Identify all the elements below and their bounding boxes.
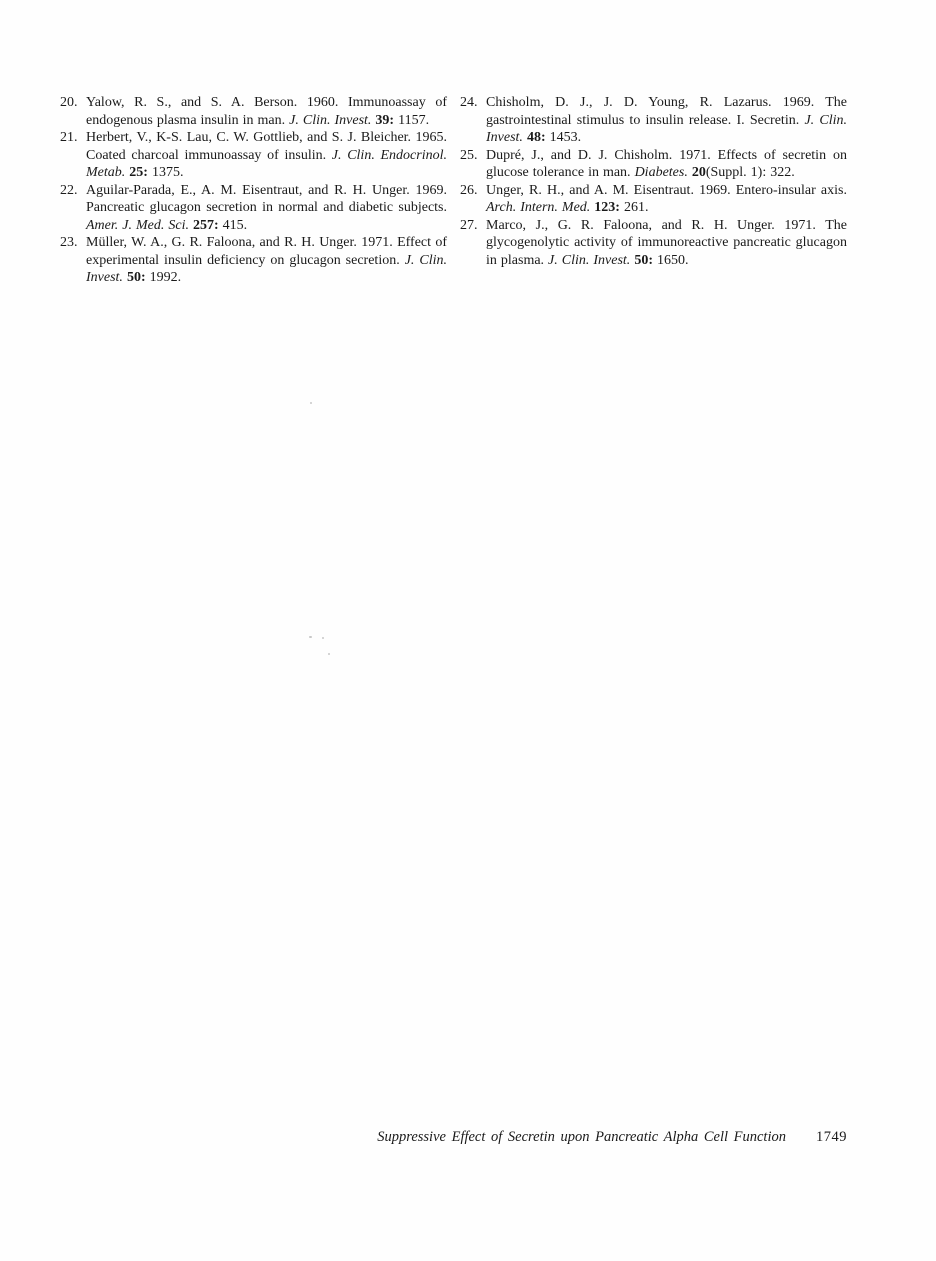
- reference-text: Arch. Intern. Med.: [486, 200, 595, 215]
- reference-item: [60, 182, 447, 235]
- reference-number: 26.: [460, 182, 478, 198]
- reference-text: Chisholm, D. J., J. D. Young, R. Lazarus. 1969. The gastrointestinal stimulus to insulin release. I. Secretin.: [486, 95, 847, 128]
- reference-text: 123:: [594, 200, 620, 215]
- reference-item: [460, 94, 847, 147]
- reference-item: [460, 217, 847, 270]
- scan-speck: [328, 653, 330, 655]
- reference-text: J. Clin. Invest.: [548, 252, 635, 268]
- reference-text: J. Clin. Invest.: [289, 112, 376, 128]
- reference-text: Müller, W. A., G. R. Faloona, and R. H. Unger. 1971. Effect of experimental insulin deficiency on glucagon secretion.: [86, 235, 447, 268]
- reference-text: 257:: [192, 217, 219, 233]
- reference-number: 24.: [460, 95, 478, 110]
- references-column-left: [60, 94, 447, 287]
- reference-text: J. Clin. Invest.: [86, 252, 447, 285]
- reference-text: Unger, R. H., and A. M. Eisentraut. 1969. Entero-insular axis.: [486, 182, 847, 198]
- scan-speck: [322, 637, 324, 639]
- reference-text: Marco, J., G. R. Faloona, and R. H. Unger. 1971. The glycogenolytic activity of immunoreactive pancreatic glucagon in plasma.: [486, 217, 847, 268]
- reference-text: (Suppl. 1): 322.: [705, 165, 795, 180]
- scan-speck: [310, 402, 312, 404]
- reference-text: 415.: [218, 217, 248, 233]
- reference-item: [60, 234, 447, 287]
- reference-text: 50:: [126, 270, 146, 285]
- reference-text: Yalow, R. S., and S. A. Berson. 1960. Immunoassay of endogenous plasma insulin in man.: [86, 95, 447, 128]
- reference-number: 27.: [460, 217, 478, 233]
- reference-text: Diabetes.: [634, 165, 692, 180]
- reference-number: 21.: [60, 130, 78, 145]
- reference-item: [460, 182, 847, 217]
- reference-item: [460, 147, 847, 182]
- reference-text: 39:: [375, 112, 395, 128]
- reference-text: 25:: [129, 165, 148, 180]
- page-number: 1749: [816, 1129, 847, 1145]
- running-title: Suppressive Effect of Secretin upon Pancreatic Alpha Cell Function: [377, 1129, 786, 1145]
- reference-text: Amer. J. Med. Sci.: [86, 217, 193, 233]
- reference-item: [60, 129, 447, 182]
- scan-speck: [309, 636, 312, 638]
- reference-text: 48:: [526, 130, 546, 145]
- reference-number: 25.: [460, 147, 478, 163]
- references-section: [60, 94, 847, 287]
- reference-number: 23.: [60, 235, 78, 250]
- reference-text: Dupré, J., and D. J. Chisholm. 1971. Effects of secretin on glucose tolerance in man.: [486, 147, 847, 180]
- reference-text: 1453.: [545, 130, 582, 145]
- reference-text: 1157.: [394, 112, 430, 128]
- reference-text: J. Clin. Invest.: [486, 112, 847, 145]
- reference-number: 20.: [60, 95, 78, 110]
- reference-item: [60, 94, 447, 129]
- reference-text: 1375.: [147, 165, 184, 180]
- reference-text: 20: [691, 165, 706, 180]
- reference-text: 50:: [634, 252, 653, 268]
- reference-text: J. Clin. Endocrinol. Metab.: [86, 147, 448, 180]
- page-footer: [60, 1128, 847, 1146]
- references-column-right: [460, 94, 847, 287]
- reference-text: Herbert, V., K-S. Lau, C. W. Gottlieb, and S. J. Bleicher. 1965. Coated charcoal immunoassay of insulin.: [86, 130, 447, 163]
- reference-number: 22.: [60, 182, 78, 198]
- reference-text: 1992.: [145, 270, 182, 285]
- reference-text: 261.: [619, 200, 649, 215]
- reference-text: Aguilar-Parada, E., A. M. Eisentraut, and R. H. Unger. 1969. Pancreatic glucagon secretion in normal and diabetic subjects.: [86, 182, 447, 215]
- reference-text: 1650.: [652, 252, 689, 268]
